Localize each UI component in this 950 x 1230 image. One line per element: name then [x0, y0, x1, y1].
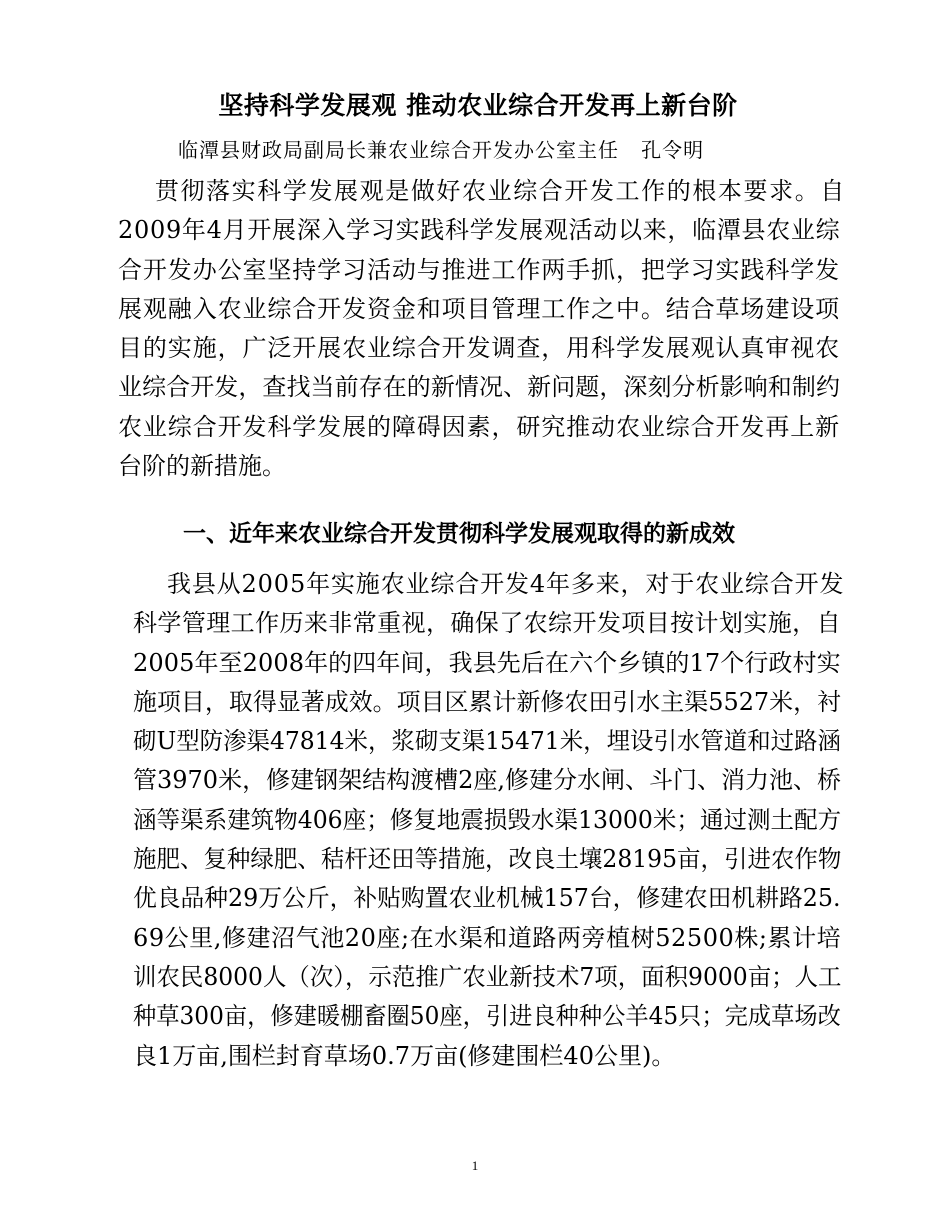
text-line: 贯彻落实科学发展观是做好农业综合开发工作的根本要求。自: [118, 177, 846, 205]
text-line: 农业综合开发科学发展的障碍因素，研究推动农业综合开发再上新: [118, 412, 841, 441]
text-line: 目的实施，广泛开展农业综合开发调查，用科学发展观认真审视农: [118, 334, 841, 363]
text-line: 管3970米，修建钢架结构渡槽2座,修建分水闸、斗门、消力池、桥: [133, 766, 841, 795]
text-line: 施肥、复种绿肥、秸杆还田等措施，改良土壤28195亩，引进农作物: [133, 845, 842, 874]
text-line: 良1万亩,围栏封育草场0.7万亩(修建围栏40公里)。: [133, 1041, 676, 1070]
text-line: 科学管理工作历来非常重视，确保了农综开发项目按计划实施，自: [133, 609, 842, 638]
text-line: 砌U型防渗渠47814米，浆砌支渠15471米，埋设引水管道和过路涵: [133, 727, 841, 756]
intro-paragraph: [118, 172, 846, 486]
text-line: 合开发办公室坚持学习活动与推进工作两手抓，把学习实践科学发: [118, 255, 841, 284]
text-line: 涵等渠系建筑物406座；修复地震损毁水渠13000米；通过测土配方: [133, 805, 842, 834]
text-line: 我县从2005年实施农业综合开发4年多来，对于农业综合开发: [133, 570, 845, 598]
text-line: 优良品种29万公斤，补贴购置农业机械157台，修建农田机耕路25.: [133, 884, 841, 913]
text-line: 2005年至2008年的四年间，我县先后在六个乡镇的17个行政村实: [133, 648, 841, 677]
text-line: 训农民8000人（次），示范推广农业新技术7项，面积9000亩；人工: [133, 962, 842, 991]
text-line: 69公里,修建沼气池20座;在水渠和道路两旁植树52500株;累计培: [133, 923, 842, 952]
section1-paragraph: [133, 565, 845, 1076]
text-line: 台阶的新措施。: [118, 452, 286, 481]
text-line: 2009年4月开展深入学习实践科学发展观活动以来，临潭县农业综: [118, 216, 841, 245]
text-line: 施项目，取得显著成效。项目区累计新修农田引水主渠5527米，衬: [133, 687, 842, 716]
text-line: 展观融入农业综合开发资金和项目管理工作之中。结合草场建设项: [118, 294, 841, 323]
document-title: 坚持科学发展观 推动农业综合开发再上新台阶: [218, 91, 738, 120]
author-byline: 临潭县财政局副局长兼农业综合开发办公室主任 孔令明: [178, 138, 705, 162]
text-line: 业综合开发，查找当前存在的新情况、新问题，深刻分析影响和制约: [118, 373, 841, 402]
page-number: 1: [471, 1158, 479, 1173]
text-line: 种草300亩，修建暖棚畜圈50座，引进良种种公羊45只；完成草场改: [133, 1002, 841, 1031]
section-heading: 一、近年来农业综合开发贯彻科学发展观取得的新成效: [183, 520, 735, 547]
